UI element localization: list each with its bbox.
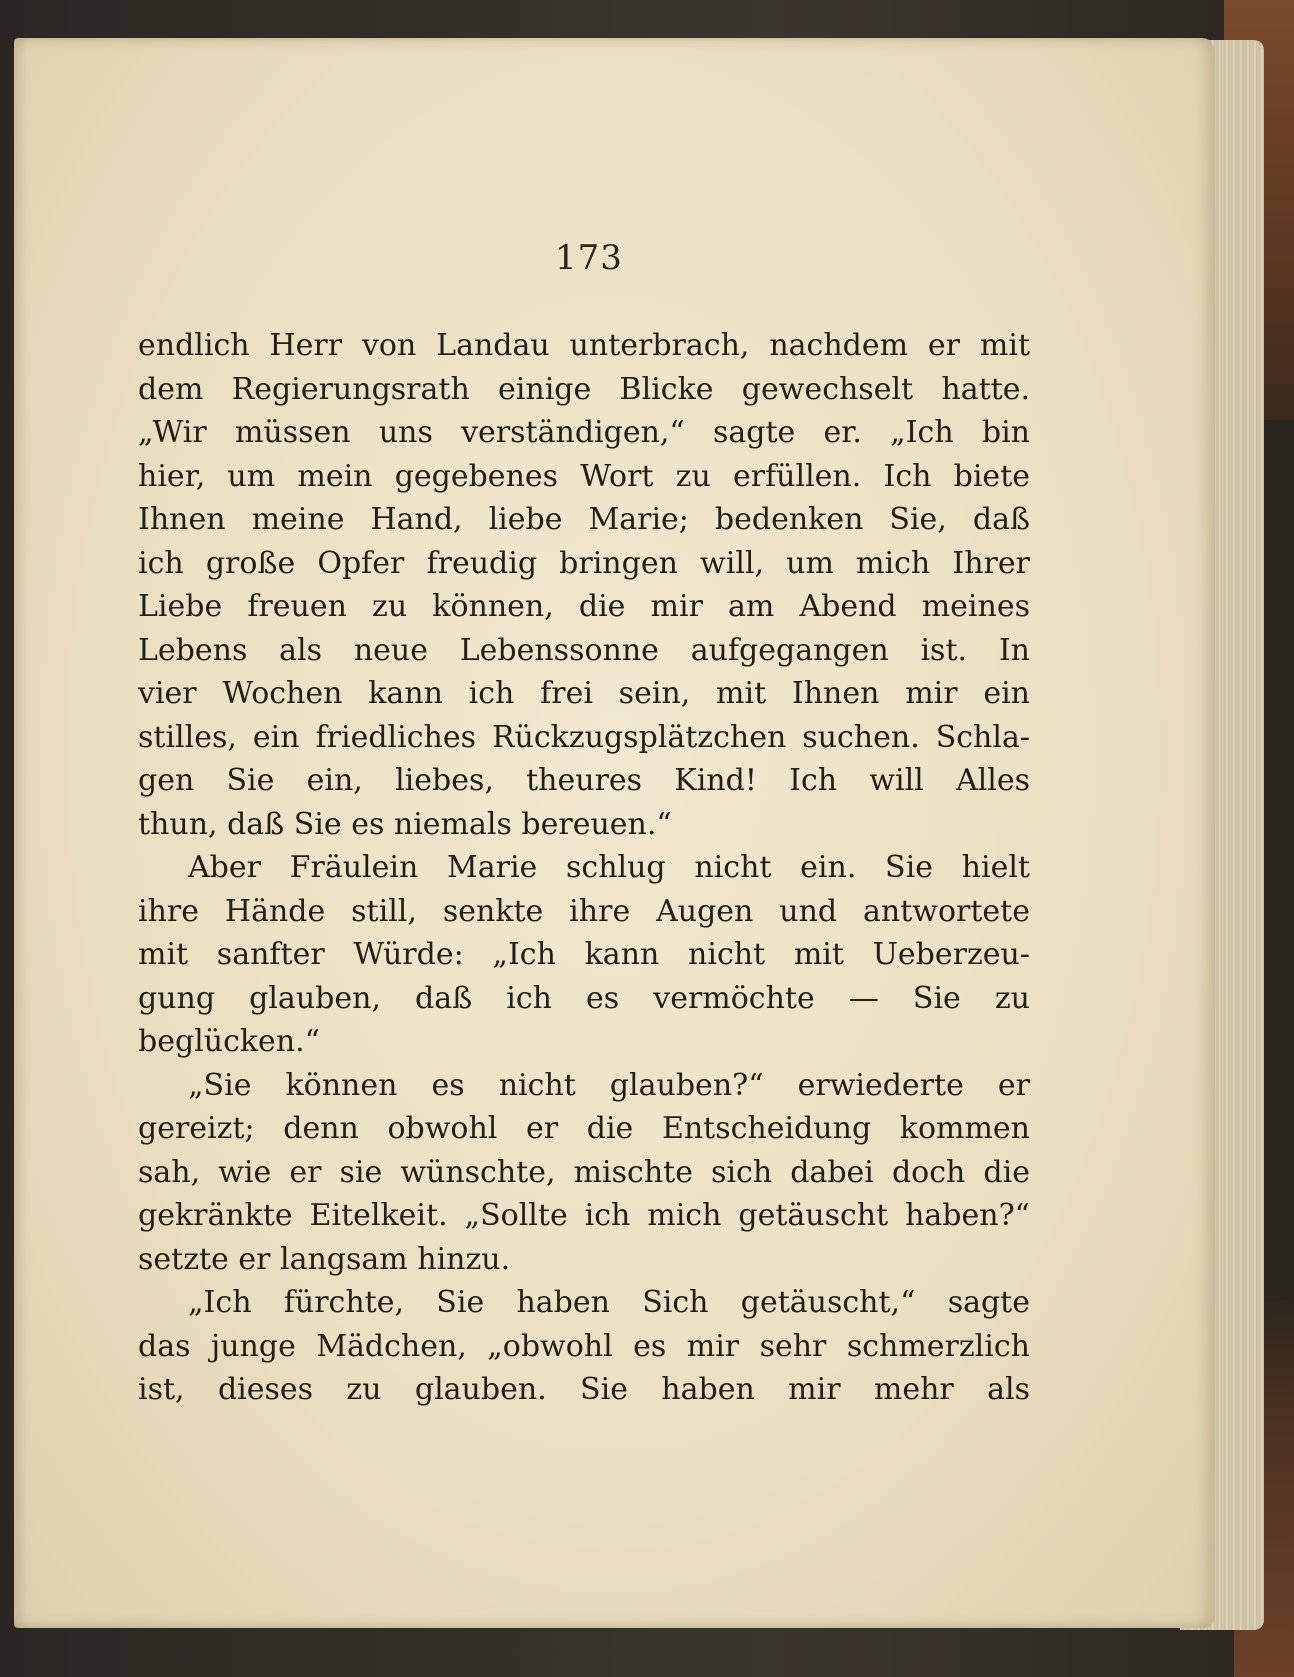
text-line: ihre Hände still, senkte ihre Augen und antwortete (138, 893, 1030, 929)
text-line: gekränkte Eitelkeit. „Sollte ich mich getäuscht haben?“ (138, 1198, 1030, 1233)
text-line: gen Sie ein, liebes, theures Kind! Ich will Alles (138, 763, 1030, 798)
text-line: ist, dieses zu glauben. Sie haben mir mehr als (138, 1372, 1030, 1407)
text-line: mit sanfter Würde: „Ich kann nicht mit Ueberzeu- (138, 937, 1030, 972)
text-line: gung glauben, daß ich es vermöchte — Sie zu (138, 980, 1030, 1016)
book-page (14, 38, 1214, 1628)
text-line: Liebe freuen zu können, die mir am Abend meines (138, 589, 1030, 624)
text-line: „Wir müssen uns verständigen,“ sagte er. „Ich bin (138, 415, 1030, 450)
text-line: dem Regierungsrath einige Blicke gewechselt hatte. (138, 371, 1030, 407)
text-line: endlich Herr von Landau unterbrach, nachdem er mit (138, 328, 1030, 363)
page-number: 173 (555, 238, 623, 278)
text-line: ich große Opfer freudig bringen will, um mich Ihrer (138, 545, 1030, 581)
text-line: hier, um mein gegebenes Wort zu erfüllen. Ich biete (138, 458, 1030, 494)
text-line: setzte er langsam hinzu. (138, 1241, 511, 1277)
text-line: Lebens als neue Lebenssonne aufgegangen ist. In (138, 632, 1030, 668)
text-line: beglücken.“ (138, 1024, 321, 1059)
text-line: gereizt; denn obwohl er die Entscheidung kommen (138, 1111, 1030, 1146)
text-line: das junge Mädchen, „obwohl es mir sehr schmerzlich (138, 1328, 1030, 1364)
page-text (138, 324, 1030, 1412)
text-line: sah, wie er sie wünschte, mischte sich dabei doch die (138, 1154, 1030, 1190)
text-line: vier Wochen kann ich frei sein, mit Ihnen mir ein (138, 676, 1030, 711)
text-line: stilles, ein friedliches Rückzugsplätzchen suchen. Schla- (138, 719, 1030, 755)
text-line: Ihnen meine Hand, liebe Marie; bedenken Sie, daß (138, 502, 1030, 537)
text-line: Aber Fräulein Marie schlug nicht ein. Sie hielt (188, 850, 1030, 885)
text-line: „Sie können es nicht glauben?“ erwiederte er (188, 1067, 1030, 1103)
text-line: thun, daß Sie es niemals bereuen.“ (138, 806, 672, 842)
text-line: „Ich fürchte, Sie haben Sich getäuscht,“ sagte (188, 1285, 1030, 1320)
